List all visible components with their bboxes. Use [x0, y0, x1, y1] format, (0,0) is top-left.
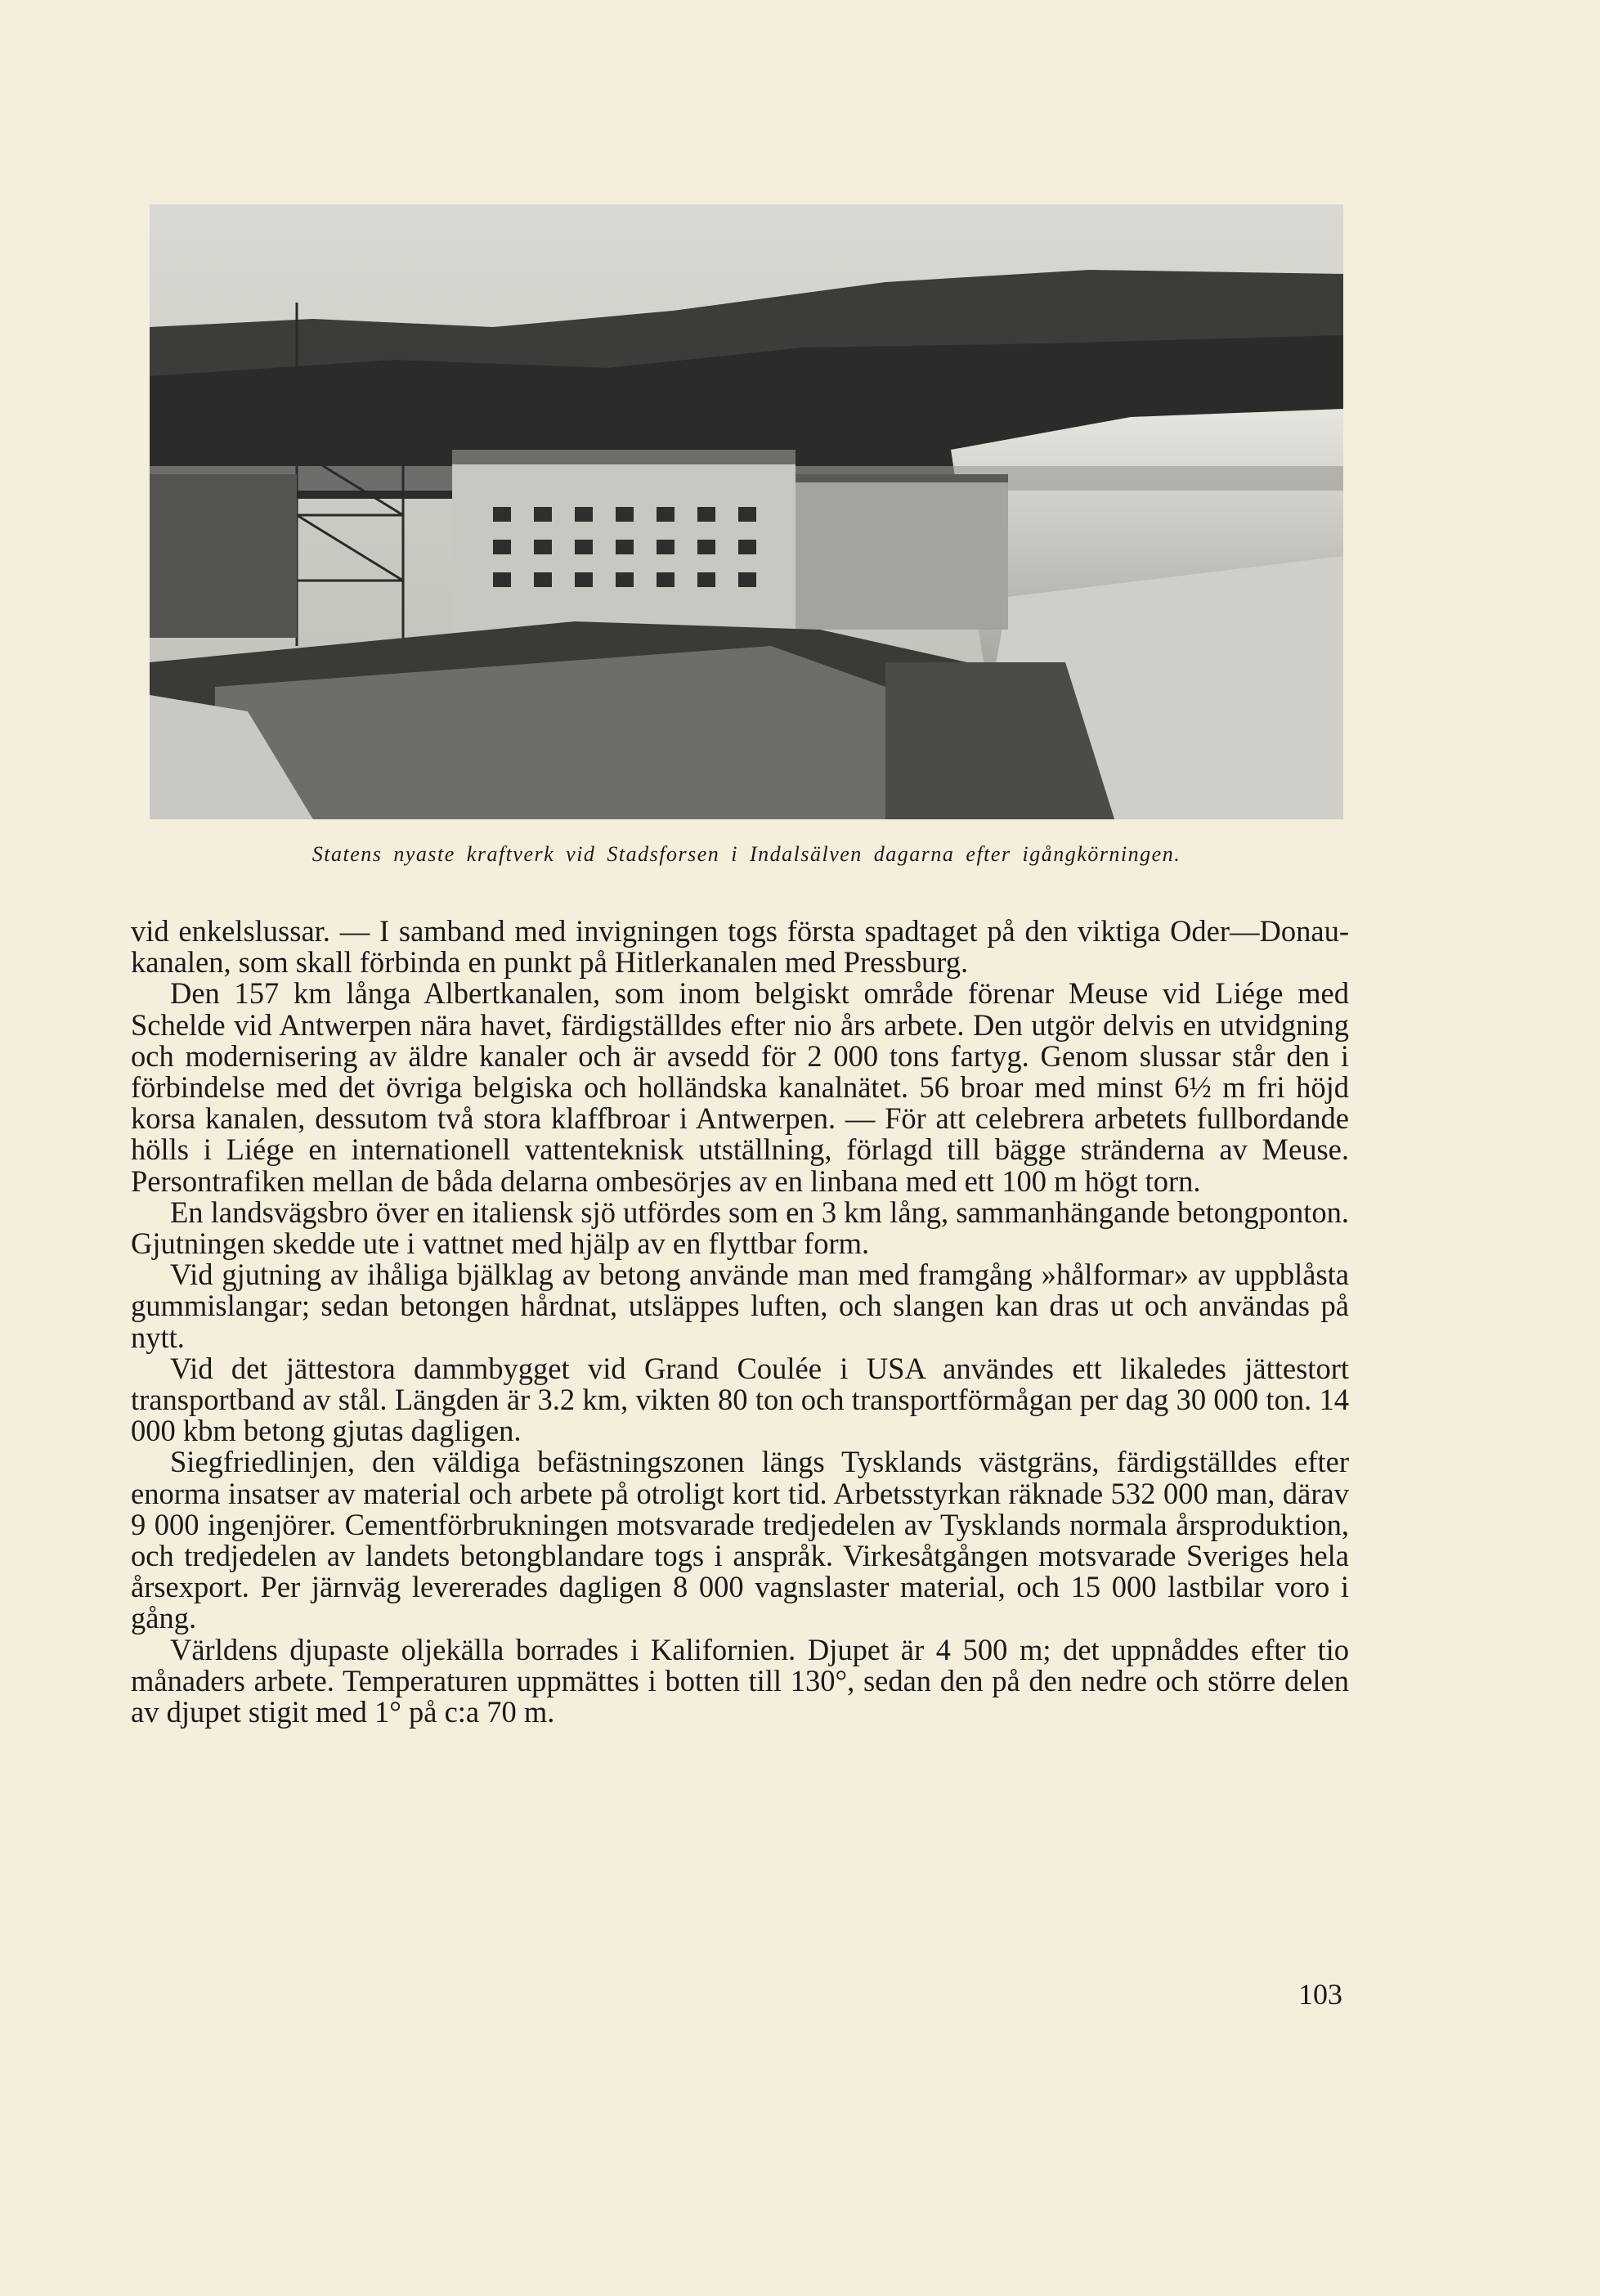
- paragraph-grand-coulee: Vid det jättestora dammbygget vid Grand Coulée i USA användes ett likaledes jättestort transportband av stål. Längden är 3.2 km, vikten 80 ton och transportförmågan per dag 30 000 ton. 14 000 kbm betong gjutas dagligen.: [131, 1351, 1349, 1448]
- paragraph-albert-canal: Den 157 km långa Albertkanalen, som inom belgiskt område förenar Meuse vid Liége med Schelde vid Antwerpen nära havet, färdigställdes efter nio års arbete. Den utgör delvis en utvidgning och modernisering av äldre kanaler och är avsedd för 2 000 tons fartyg. Genom slussar står den i förbindelse med det övriga belgiska och holländska kanalnätet. 56 broar med minst 6½ m fri höjd korsa kanalen, dessutom två stora klaffbroar i Antwerpen. — För att celebrera arbetets fullbordande hölls i Liége en internationell vattenteknisk utställning, förlagd till bägge stränderna av Meuse. Persontrafiken mellan de båda delarna ombesörjes av en linbana med ett 100 m högt torn.: [131, 976, 1349, 1198]
- paragraph-canals-continued: vid enkelslussar. — I samband med invigningen togs första spadtaget på den viktiga Oder—Donau-kanalen, som skall förbinda en punkt på Hitlerkanalen med Pressburg.: [131, 914, 1349, 980]
- page-number: 103: [1298, 1978, 1342, 2011]
- power-station-photo: [150, 204, 1343, 819]
- photo-icon: [150, 204, 1343, 819]
- paragraph-siegfried-line: Siegfriedlinjen, den väldiga befästningszonen längs Tysklands västgräns, färdigställdes efter enorma insatser av material och arbete på otroligt kort tid. Arbetsstyrkan räknade 532 000 man, därav 9 000 ingenjörer. Cementförbrukningen motsvarade tredjedelen av Tysklands normala årsproduktion, och tredjedelen av landets betongblandare togs i anspråk. Virkesåtgången motsvarade Sveriges hela årsexport. Per järnväg levererades dagligen 8 000 vagnslaster material, och 15 000 lastbilar voro i gång.: [131, 1445, 1349, 1635]
- photo-caption: Statens nyaste kraftverk vid Stadsforsen i Indalsälven dagarna efter igångkörningen.: [311, 842, 1181, 866]
- paragraph-pontoon-bridge: En landsvägsbro över en italiensk sjö utfördes som en 3 km lång, sammanhängande betongponton. Gjutningen skedde ute i vattnet med hjälp av en flyttbar form.: [131, 1195, 1349, 1261]
- article-body: [131, 916, 1349, 1728]
- paragraph-hollow-forms: Vid gjutning av ihåliga bjälklag av betong använde man med framgång »hålformar» av uppblåsta gummislangar; sedan betongen hårdnat, utsläppes luften, och slangen kan dras ut och användas på nytt.: [131, 1258, 1349, 1354]
- paragraph-oil-well: Världens djupaste oljekälla borrades i Kalifornien. Djupet är 4 500 m; det uppnåddes efter tio månaders arbete. Temperaturen uppmättes i botten till 130°, sedan den på den nedre och större delen av djupet stigit med 1° på c:a 70 m.: [131, 1632, 1349, 1729]
